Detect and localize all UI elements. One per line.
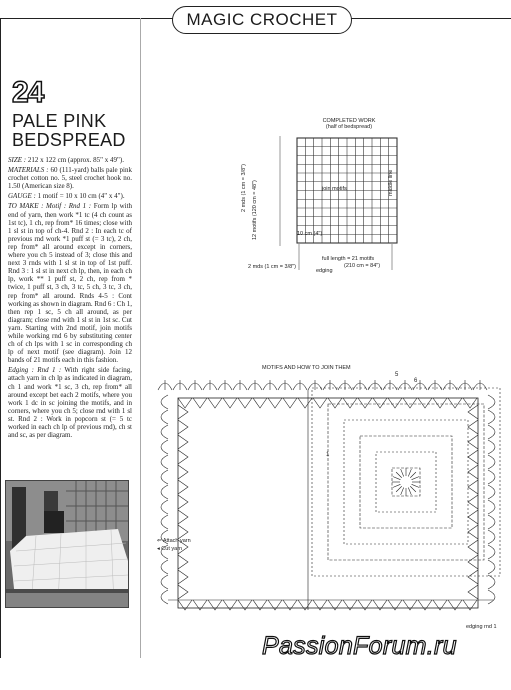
edging-paragraph: Edging : Rnd 1 : With right side facing, attach yarn in ch lp as indicated in diagram, ch 1 and work *1 sc, 3 ch, rep from* all around except bet each 2 motifs, where you work 1 dc in sc joining the motifs, and in corners, where you ch 5; close rnd with 1 sl st. Rnd 2 : Work in popcorn st (= 5 tc worked in each ch lp of previous rnd), ch st and sc, as per diagram. xyxy=(8,366,132,440)
column-divider xyxy=(140,18,141,658)
edging-rnd-label: edging rnd 1 xyxy=(466,624,497,630)
gauge-paragraph: GAUGE : 1 motif = 10 x 10 cm (4" x 4"). xyxy=(8,192,125,201)
middle-line-label: middle line xyxy=(388,169,394,196)
pattern-number: 24 xyxy=(12,76,44,109)
round-number-1: 1 xyxy=(326,452,330,458)
full-length-label: full length = 21 motifs xyxy=(322,256,375,262)
join-motifs-label: join motifs xyxy=(322,186,347,192)
bottom-mds-label: 2 mds (1 cm = 3/8") xyxy=(248,264,296,270)
ten-cm-label: 10 cm (4") xyxy=(297,231,323,237)
left-border xyxy=(0,18,1,658)
left-dimension-motifs: 12 motifs (120 cm = 48") xyxy=(252,180,258,240)
full-length-cm-label: (210 cm = 84") xyxy=(344,263,381,269)
legend-attach: ⇐ Attach yarn xyxy=(157,538,191,544)
size-paragraph: SIZE : 212 x 122 cm (approx. 85" x 49"). xyxy=(8,156,124,164)
completed-title: COMPLETED WORK (half of bedspread) xyxy=(322,118,376,130)
pattern-title xyxy=(12,112,126,150)
motif-diagram-title: MOTIFS AND HOW TO JOIN THEM xyxy=(262,365,351,371)
edging-label: edging xyxy=(316,268,333,274)
legend-cut: ◂ Cut yarn xyxy=(157,546,183,552)
title-line-1: PALE PINK xyxy=(12,111,107,131)
bedspread-photo xyxy=(5,480,129,608)
attach-arrow-icon: ⇐ xyxy=(157,538,163,544)
left-dimension-mds: 2 mds (1 cm = 3/8") xyxy=(241,164,247,212)
motif-crochet-chart xyxy=(148,370,508,630)
materials-paragraph: MATERIALS : 60 (111-yard) balls pale pink crochet cotton no. 5, steel crochet hook no. 1.50 (American size 8). xyxy=(8,166,132,191)
instructions-text xyxy=(8,156,132,441)
cut-arrow-icon: ◂ xyxy=(157,546,162,552)
tomake-paragraph: TO MAKE : Motif : Rnd 1 : Form lp with end of yarn, then work *1 tc (4 ch count as 1st tc), 1 ch, rep from* 16 times; close with 1 sl st in top of ch-4. Rnd 2 : In each tc of previous rnd work *1 puff st (= 3 tc), 2 ch, rep from* all around except in corners, where you ch 5 instead of 3; close this and next 3 rnds with 1 sl st in top of 1st puff. Rnd 3 : 1 sl st in next ch lp, then, in each ch lp, work ** 1 puff st, 2 ch, rep from * twice, 1 puff st, 3 ch, 3 tc, 5 ch, 3 tc, 3 ch, rep from* all around. Rnds 4-5 : Cont working as shown in diagram. Rnd 6 : Ch 1, then rep 1 sc, 5 ch all around, as per diagram; close rnd with 1 sl st in 1st sc. Cut yarn. Starting with 2nd motif, join motifs while working rnd 6 by substituting center ch of ch lps with 1 sc in corresponding ch lp of next motif (see diagram). Join 12 bands of 21 motifs each in this fashion. xyxy=(8,202,133,365)
round-number-6: 6 xyxy=(414,378,418,384)
watermark-logo: PassionForum.ru xyxy=(262,632,457,660)
title-line-2: BEDSPREAD xyxy=(12,130,126,150)
round-number-5: 5 xyxy=(395,372,399,378)
magazine-title: MAGIC CROCHET xyxy=(172,6,352,34)
